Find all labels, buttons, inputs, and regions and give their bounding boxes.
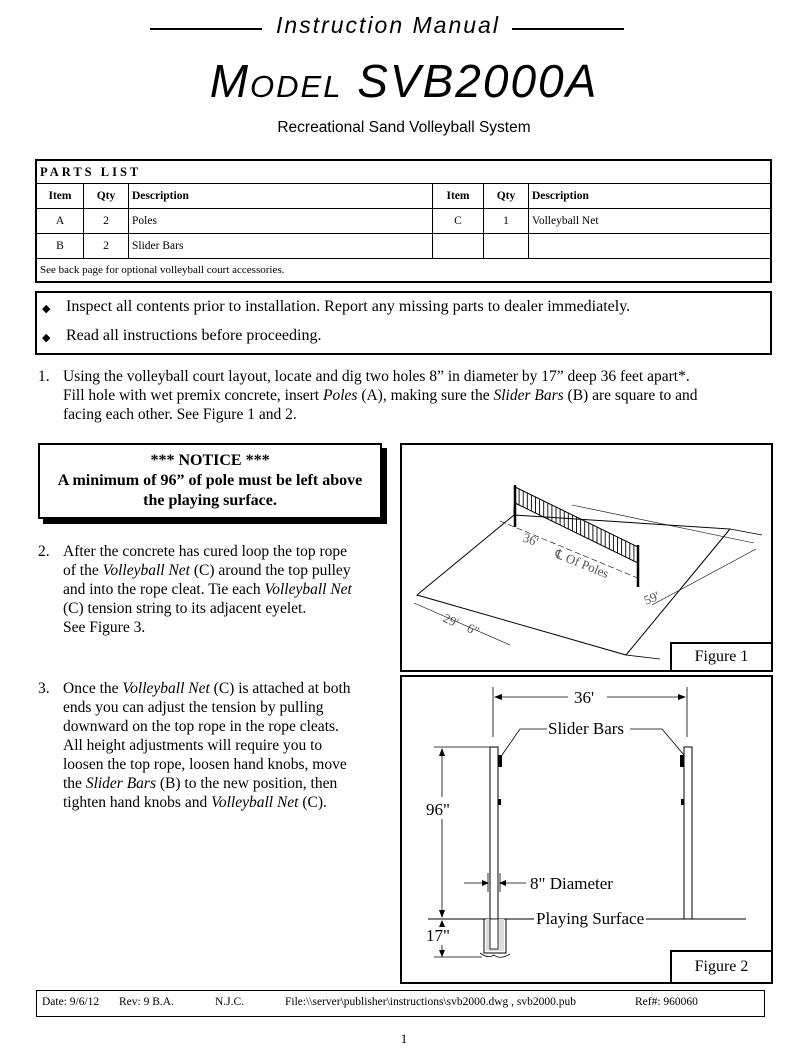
cell: Poles <box>129 209 433 234</box>
col-item: Item <box>36 184 84 209</box>
diamond-bullet-icon: ◆ <box>42 332 51 344</box>
header-rule-right <box>512 28 624 30</box>
header-rule-left <box>150 28 262 30</box>
svg-text:Playing Surface: Playing Surface <box>536 909 645 928</box>
diamond-bullet-icon: ◆ <box>42 303 51 315</box>
footer-date: Date: 9/6/12 <box>42 996 100 1008</box>
svg-text:8" Diameter: 8" Diameter <box>530 874 613 893</box>
col-qty: Qty <box>84 184 129 209</box>
col-description: Description <box>129 184 433 209</box>
cell: B <box>36 234 84 259</box>
parts-list-table <box>35 159 772 283</box>
instructions-bullet-box: ◆ Inspect all contents prior to installation. Report any missing parts to dealer immediately. ◆ Read all instructions before proceeding. <box>35 291 772 355</box>
page-number: 1 <box>400 1031 408 1046</box>
court-outline <box>417 515 730 655</box>
figure-1 <box>400 443 773 672</box>
svg-text:17": 17" <box>426 926 450 945</box>
pole-installation-diagram <box>402 677 771 982</box>
figure-2 <box>400 675 773 984</box>
col-item-2: Item <box>433 184 484 209</box>
left-pole <box>490 747 502 919</box>
svg-text:59': 59' <box>641 588 662 608</box>
col-description-2: Description <box>529 184 772 209</box>
right-pole <box>680 747 692 919</box>
svg-text:6": 6" <box>464 620 482 639</box>
cell: 2 <box>84 234 129 259</box>
table-row <box>36 234 771 259</box>
cell <box>484 234 529 259</box>
court-layout-diagram <box>402 445 771 670</box>
cell <box>433 234 484 259</box>
table-row <box>36 209 771 234</box>
cell: Slider Bars <box>129 234 433 259</box>
cell: C <box>433 209 484 234</box>
model-title: MODEL SVB2000A <box>209 55 599 107</box>
footer-ref: Ref#: 960060 <box>635 996 698 1008</box>
svg-text:36': 36' <box>520 529 541 550</box>
product-subtitle: Recreational Sand Volleyball System <box>277 119 531 136</box>
notice-box: *** NOTICE *** A minimum of 96” of pole must be left above the playing surface. <box>38 443 382 519</box>
footer-author: N.J.C. <box>215 996 245 1008</box>
parts-list-note: See back page for optional volleyball court accessories. <box>36 259 771 283</box>
svg-text:96": 96" <box>426 800 450 819</box>
svg-text:29': 29' <box>440 610 461 631</box>
parts-list-caption: PARTS LIST <box>36 160 771 184</box>
cell: A <box>36 209 84 234</box>
svg-text:Slider Bars: Slider Bars <box>548 719 625 738</box>
figure-1-label: Figure 1 <box>670 642 771 670</box>
manual-title: Instruction Manual <box>276 12 500 38</box>
cell: 2 <box>84 209 129 234</box>
footer-file: File:\\server\publisher\instructions\svb2000.dwg , svb2000.pub <box>285 996 576 1008</box>
cell: 1 <box>484 209 529 234</box>
cell <box>529 234 772 259</box>
col-qty-2: Qty <box>484 184 529 209</box>
concrete-footing <box>480 919 510 957</box>
svg-text:36': 36' <box>574 688 595 707</box>
footer-rev: Rev: 9 B.A. <box>119 996 174 1008</box>
svg-text:℄ Of Poles: ℄ Of Poles <box>552 545 612 582</box>
document-footer <box>36 990 765 1017</box>
parts-list-header-row <box>36 184 771 209</box>
figure-2-label: Figure 2 <box>670 950 771 982</box>
cell: Volleyball Net <box>529 209 772 234</box>
